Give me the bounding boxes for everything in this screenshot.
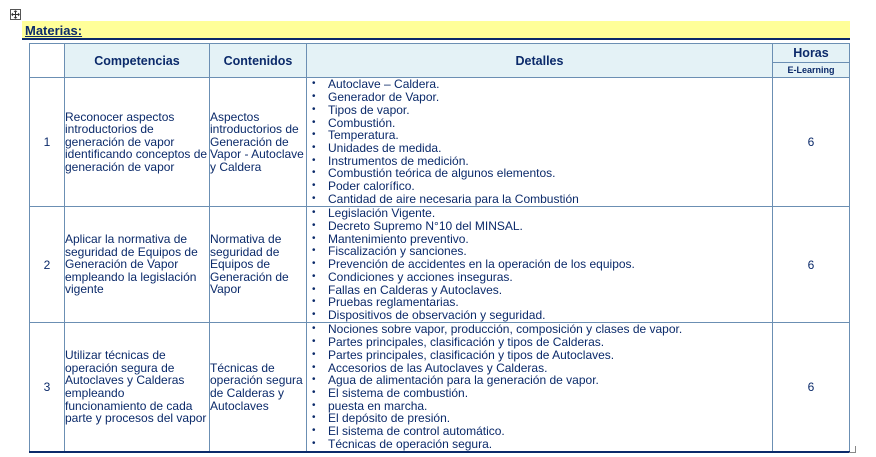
detalle-item: • puesta en marcha. (307, 400, 772, 413)
detalle-item: • Legislación Vigente. (307, 207, 772, 220)
detalle-item: • Fiscalización y sanciones. (307, 245, 772, 258)
row-detalles (307, 323, 773, 452)
section-title: Materias: (25, 23, 83, 38)
row-horas: 6 (773, 323, 850, 452)
row-competencia: Reconocer aspectos introductorios de generación de vapor identificando conceptos de generación de vapor (65, 78, 210, 207)
header-detalles: Detalles (307, 44, 773, 78)
detalle-item: • Instrumentos de medición. (307, 155, 772, 168)
row-contenido: Normativa de seguridad de Equipos de Generación de Vapor (210, 207, 307, 323)
detalle-item: • Decreto Supremo N°10 del MINSAL. (307, 220, 772, 233)
detalle-item: • El sistema de combustión. (307, 387, 772, 400)
detalle-item: • Agua de alimentación para la generación de vapor. (307, 374, 772, 387)
detalle-item: • Técnicas de operación segura. (307, 438, 772, 451)
detalle-item: • Unidades de medida. (307, 142, 772, 155)
table-row (30, 323, 850, 452)
header-number (30, 44, 65, 78)
row-detalles (307, 207, 773, 323)
detalle-item: • Fallas en Calderas y Autoclaves. (307, 284, 772, 297)
header-contenidos: Contenidos (210, 44, 307, 78)
detalle-item: • Prevención de accidentes en la operación de los equipos. (307, 258, 772, 271)
detalle-item: • El sistema de control automático. (307, 425, 772, 438)
header-horas-sub: E-Learning (787, 65, 835, 75)
row-competencia: Utilizar técnicas de operación segura de Autoclaves y Calderas empleando funcionamiento de cada parte y procesos del vapor (65, 323, 210, 452)
detalle-item: • Partes principales, clasificación y tipos de Autoclaves. (307, 349, 772, 362)
detalle-item: • Pruebas reglamentarias. (307, 296, 772, 309)
detalles-list (307, 207, 772, 321)
row-horas: 6 (773, 78, 850, 207)
corner-mark (849, 446, 856, 453)
detalle-item: • El depósito de presión. (307, 412, 772, 425)
table-row (30, 78, 850, 207)
section-header (22, 21, 850, 40)
row-contenido: Técnicas de operación segura de Calderas y Autoclaves (210, 323, 307, 452)
row-detalles (307, 78, 773, 207)
detalle-item: • Mantenimiento preventivo. (307, 233, 772, 246)
row-contenido: Aspectos introductorios de Generación de Vapor - Autoclave y Caldera (210, 78, 307, 207)
row-competencia: Aplicar la normativa de seguridad de Equipos de Generación de Vapor empleando la legislación vigente (65, 207, 210, 323)
detalle-item: • Partes principales, clasificación y tipos de Calderas. (307, 336, 772, 349)
row-number: 3 (30, 323, 65, 452)
detalles-list (307, 323, 772, 450)
row-number: 1 (30, 78, 65, 207)
detalle-item: • Dispositivos de observación y seguridad. (307, 309, 772, 322)
bottom-rule (29, 451, 850, 453)
row-number: 2 (30, 207, 65, 323)
detalle-item: • Combustión. (307, 117, 772, 130)
header-horas (773, 44, 850, 78)
table-move-handle-icon[interactable] (10, 9, 21, 20)
materias-table (29, 43, 850, 452)
detalle-item: • Tipos de vapor. (307, 104, 772, 117)
table-row (30, 207, 850, 323)
detalle-item: • Cantidad de aire necesaria para la Combustión (307, 193, 772, 206)
detalle-item: • Condiciones y acciones inseguras. (307, 271, 772, 284)
detalle-item: • Combustión teórica de algunos elementos. (307, 167, 772, 180)
detalle-item: • Autoclave – Caldera. (307, 78, 772, 91)
header-competencias: Competencias (65, 44, 210, 78)
detalle-item: • Poder calorífico. (307, 180, 772, 193)
detalles-list (307, 78, 772, 205)
detalle-item: • Accesorios de las Autoclaves y Calderas. (307, 362, 772, 375)
row-horas: 6 (773, 207, 850, 323)
detalle-item: • Generador de Vapor. (307, 91, 772, 104)
detalle-item: • Temperatura. (307, 129, 772, 142)
detalle-item: • Nociones sobre vapor, producción, composición y clases de vapor. (307, 323, 772, 336)
header-horas-label: Horas (773, 44, 849, 63)
